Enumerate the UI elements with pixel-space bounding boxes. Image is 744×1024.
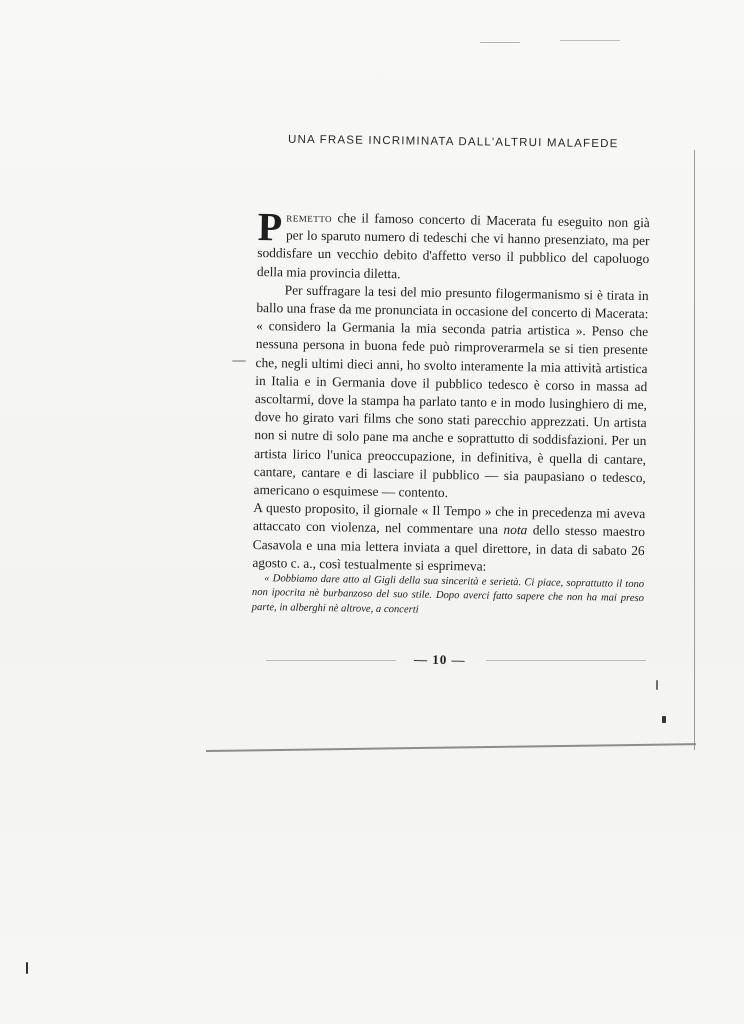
scan-speck bbox=[232, 360, 246, 362]
paragraph-1-text: che il famoso concerto di Macerata fu eseguito non già per lo sparuto numero di tedeschi che vi hanno presenziato, ma per soddisfare un vecchio debito d'affetto verso il pubblico del capoluogo della mia provincia diletta. bbox=[256, 210, 650, 281]
italic-word: nota bbox=[503, 522, 528, 538]
paragraph-3-text: A questo proposito, il giornale « Il Tempo » che in precedenza mi aveva attaccato con violenza, nel commentare una bbox=[252, 500, 646, 538]
page-edge-bottom bbox=[206, 743, 696, 752]
newspaper-quote: « Dobbiamo dare atto al Gigli della sua sincerità e serietà. Ci piace, soprattutto il tono non ipocrita nè burbanzoso del suo stile. Dopo averci fatto sapere che non ha mai preso parte, in alberghi nè altrove, a concerti bbox=[251, 573, 645, 616]
opening-word: remetto bbox=[286, 209, 333, 226]
page-number: — 10 — bbox=[413, 651, 466, 668]
chapter-heading: UNA FRASE INCRIMINATA DALL'ALTRUI MALAFEDE bbox=[287, 133, 619, 151]
page-edge-right bbox=[694, 150, 695, 750]
scan-speck bbox=[560, 40, 620, 41]
paragraph-1 bbox=[256, 204, 650, 287]
folio-rule-right bbox=[486, 660, 646, 661]
paragraph-2: Per suffragare la tesi del mio presunto filogermanismo si è tirata in ballo una frase da me pronunciata in occasione del concerto di Macerata: « considero la Germania la mia seconda patria artistica ». Penso che nessuna persona in buona fede può rimproverarmela se si tien presente che, negli ultimi dieci anni, ho svolto interamente la mia attività artistica in Italia e in Germania dove il pubblico tedesco è corso in massa ad ascoltarmi, dove la stampa ha parlato tanto e in modo lusinghiero di me, dove ho girato vari films che sono stati parecchio apprezzati. Un artista non si nutre di solo pane ma anche e soprattutto di soddisfazioni. Per un artista lirico l'unica preoccupazione, in definitiva, è quella di cantare, cantare, cantare e di lasciare il pubblico — sia paupasiano o tedesco, americano o esquimese — contento. bbox=[253, 282, 649, 501]
scan-speck bbox=[662, 716, 666, 723]
scan-speck bbox=[480, 42, 520, 43]
scan-speck bbox=[656, 680, 658, 690]
paragraph-3 bbox=[252, 499, 645, 578]
folio-rule-left bbox=[266, 660, 396, 661]
body-text bbox=[251, 204, 650, 621]
paragraph-3-continued: dello stesso maestro Casavola e una mia lettera inviata a quel direttore, in data di sabato 26 agosto c. a., così testualmente si esprimeva: bbox=[252, 522, 646, 574]
scan-speck bbox=[26, 962, 28, 974]
drop-cap: P bbox=[257, 204, 283, 250]
